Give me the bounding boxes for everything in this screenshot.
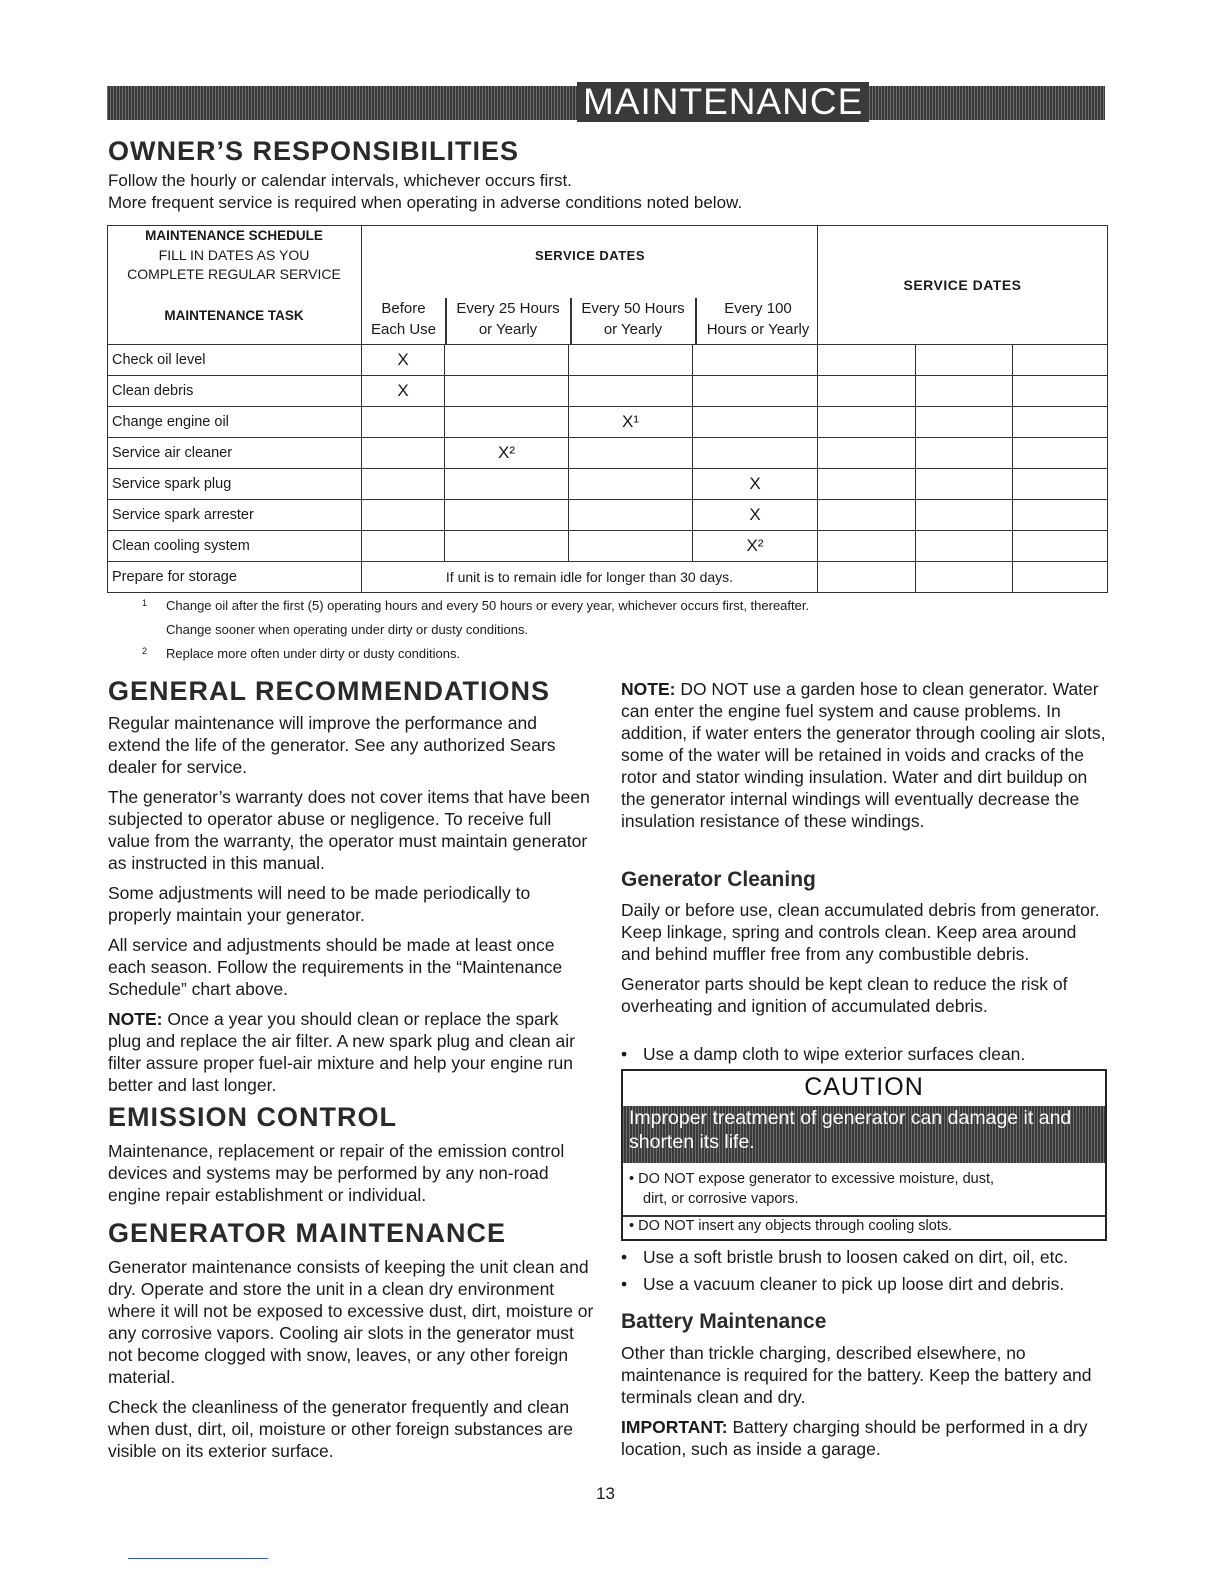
interval-mark <box>362 531 445 562</box>
interval-mark <box>362 438 445 469</box>
footnote-1b: Change sooner when operating under dirty or dusty conditions. <box>166 622 529 637</box>
interval-mark <box>693 407 818 438</box>
note-label: NOTE: <box>108 1009 163 1029</box>
table-row <box>108 407 1108 438</box>
header-task: MAINTENANCE TASK <box>164 308 304 323</box>
interval-label: Every 100 <box>724 300 792 317</box>
table-row <box>108 500 1108 531</box>
task-name: Clean cooling system <box>108 531 362 562</box>
paragraph: Other than trickle charging, described elsewhere, no maintenance is required for the battery. Keep the battery and terminals clean and dry. <box>621 1343 1092 1407</box>
interval-mark <box>569 500 693 531</box>
service-date-cell[interactable] <box>916 376 1013 407</box>
interval-25-hours <box>446 298 570 340</box>
service-date-cell[interactable] <box>916 407 1013 438</box>
battery-heading: Battery Maintenance <box>621 1310 827 1333</box>
interval-mark: X¹ <box>569 407 693 438</box>
interval-mark <box>693 376 818 407</box>
interval-label: Every 50 Hours <box>581 300 685 317</box>
service-date-cell[interactable] <box>818 438 916 469</box>
paragraph: Regular maintenance will improve the performance and extend the life of the generator. See any authorized Sears dealer for service. <box>108 713 556 777</box>
bullet-icon: • <box>621 1274 628 1294</box>
service-date-cell[interactable] <box>916 438 1013 469</box>
paragraph: Generator maintenance consists of keeping the unit clean and dry. Operate and store the unit in a clean dry environment where it will not be exposed to excessive dust, dirt, moisture or any corrosive vapors. Cooling air slots in the generator must not become clogged with snow, leaves, or any other foreign material. <box>108 1257 594 1387</box>
paragraph: Daily or before use, clean accumulated debris from generator. Keep linkage, spring and controls clean. Keep area around and behind muffler free from any combustible debris. <box>621 900 1100 964</box>
service-dates-right-label: SERVICE DATES <box>818 226 1108 345</box>
bullet-icon: • <box>629 1218 635 1234</box>
service-date-cell[interactable] <box>818 469 916 500</box>
service-date-cell[interactable] <box>916 469 1013 500</box>
footnote-marker <box>142 646 147 662</box>
bullet-item <box>621 1044 1025 1065</box>
paragraph: Some adjustments will need to be made periodically to properly maintain your generator. <box>108 883 531 925</box>
maintenance-schedule-table <box>107 225 1108 593</box>
storage-note: If unit is to remain idle for longer than 30 days. <box>362 562 818 593</box>
table-row <box>108 376 1108 407</box>
caution-item <box>623 1169 1105 1209</box>
interval-mark: X² <box>445 438 569 469</box>
table-row <box>108 469 1108 500</box>
cleaning-heading: Generator Cleaning <box>621 868 816 891</box>
note-text: Once a year you should clean or replace the spark plug and replace the air filter. A new spark plug and clean air filter assure proper fuel-air mixture and help your engine run better and last longer. <box>108 1009 575 1095</box>
general-heading: GENERAL RECOMMENDATIONS <box>108 676 551 706</box>
interval-label: or Yearly <box>478 321 538 338</box>
bullet-item <box>621 1274 1064 1295</box>
interval-mark <box>445 469 569 500</box>
header-schedule-title: MAINTENANCE SCHEDULE <box>145 228 323 243</box>
service-date-cell[interactable] <box>818 345 916 376</box>
interval-mark <box>362 500 445 531</box>
generator-maintenance-heading: GENERATOR MAINTENANCE <box>108 1218 507 1248</box>
service-date-cell[interactable] <box>1013 500 1108 531</box>
bullet-icon: • <box>621 1247 628 1267</box>
owners-intro <box>108 170 742 214</box>
bullet-text: Use a vacuum cleaner to pick up loose dirt and debris. <box>643 1274 1065 1294</box>
bullet-item <box>621 1247 1068 1268</box>
service-date-cell[interactable] <box>818 531 916 562</box>
service-date-cell[interactable] <box>818 562 916 593</box>
interval-mark <box>693 345 818 376</box>
caution-box <box>621 1069 1107 1241</box>
interval-mark <box>569 469 693 500</box>
task-name: Clean debris <box>108 376 362 407</box>
general-body <box>108 712 594 1104</box>
caution-warning-line: shorten its life. <box>629 1131 755 1153</box>
footnote-2: Replace more often under dirty or dusty conditions. <box>166 646 461 661</box>
table-row <box>108 438 1108 469</box>
service-date-cell[interactable] <box>916 500 1013 531</box>
footnote-number: 1 <box>142 598 148 608</box>
service-date-cell[interactable] <box>1013 407 1108 438</box>
note-text: DO NOT use a garden hose to clean generator. Water can enter the engine fuel system and cause problems. In addition, if water enters the generator through cooling air slots, some of the water will be retained in voids and cracks of the rotor and stator winding insulation. Water and dirt buildup on the generator internal windings will eventually decrease the insulation resistance of these windings. <box>621 679 1106 831</box>
bullet-text: Use a soft bristle brush to loosen caked on dirt, oil, etc. <box>643 1247 1069 1267</box>
task-name: Change engine oil <box>108 407 362 438</box>
battery-body <box>621 1342 1107 1468</box>
interval-mark <box>445 376 569 407</box>
footnote-marker <box>142 598 147 614</box>
emission-heading: EMISSION CONTROL <box>108 1102 398 1132</box>
interval-label: Each Use <box>370 321 437 338</box>
schedule-header-cell <box>108 226 362 345</box>
interval-100-hours <box>696 298 820 340</box>
task-name: Service spark plug <box>108 469 362 500</box>
paragraph: Check the cleanliness of the generator frequently and clean when dust, dirt, oil, moisture or other foreign substances are visible on its exterior surface. <box>108 1397 573 1461</box>
interval-mark <box>362 469 445 500</box>
table-header-row <box>108 226 1108 345</box>
paragraph: Maintenance, replacement or repair of the emission control devices and systems may be performed by any non-road engine repair establishment or individual. <box>108 1141 565 1205</box>
service-date-cell[interactable] <box>818 376 916 407</box>
page-number: 13 <box>596 1484 615 1503</box>
footnote-1a: Change oil after the first (5) operating hours and every 50 hours or every year, whichever occurs first, thereafter. <box>166 598 810 613</box>
table-row <box>108 531 1108 562</box>
bullet-icon: • <box>629 1171 635 1187</box>
interval-mark <box>569 531 693 562</box>
task-name: Service spark arrester <box>108 500 362 531</box>
footnote-number: 2 <box>142 646 148 656</box>
owners-line-1: Follow the hourly or calendar intervals, whichever occurs first. <box>108 171 572 190</box>
interval-label: Every 25 Hours <box>456 300 560 317</box>
interval-mark <box>445 531 569 562</box>
interval-mark <box>693 438 818 469</box>
service-date-cell[interactable] <box>818 500 916 531</box>
interval-mark: X <box>362 345 445 376</box>
task-name: Check oil level <box>108 345 362 376</box>
interval-label: or Yearly <box>603 321 663 338</box>
service-date-cell[interactable] <box>1013 438 1108 469</box>
interval-label: Hours or Yearly <box>706 321 810 338</box>
hose-note <box>621 678 1107 840</box>
service-dates-label: SERVICE DATES <box>534 248 646 263</box>
bullet-text: Use a damp cloth to wipe exterior surfaces clean. <box>643 1044 1026 1064</box>
interval-mark <box>569 376 693 407</box>
important-paragraph <box>621 1416 1107 1460</box>
interval-mark <box>569 438 693 469</box>
service-date-cell[interactable] <box>1013 469 1108 500</box>
caution-title: CAUTION <box>804 1073 924 1101</box>
caution-item <box>623 1216 1105 1236</box>
service-date-cell[interactable] <box>818 407 916 438</box>
interval-before-each-use <box>362 298 445 340</box>
bullet-icon: • <box>621 1044 628 1064</box>
caution-warning-band <box>623 1106 1105 1163</box>
paragraph: Generator parts should be kept clean to reduce the risk of overheating and ignition of accumulated debris. <box>621 974 1068 1016</box>
banner-title: MAINTENANCE <box>577 82 869 122</box>
service-date-cell[interactable] <box>1013 345 1108 376</box>
interval-mark: X <box>693 500 818 531</box>
note-paragraph <box>108 1008 594 1096</box>
footer-rule <box>128 1558 268 1559</box>
interval-50-hours <box>571 298 695 340</box>
service-date-cell[interactable] <box>1013 531 1108 562</box>
service-date-cell[interactable] <box>916 562 1013 593</box>
important-label: IMPORTANT: <box>621 1417 728 1437</box>
generator-maintenance-body <box>108 1256 594 1470</box>
caution-text-cont: dirt, or corrosive vapors. <box>643 1191 799 1207</box>
service-dates-header <box>362 226 818 345</box>
header-complete: COMPLETE REGULAR SERVICE <box>127 266 341 282</box>
service-date-cell[interactable] <box>1013 376 1108 407</box>
service-date-cell[interactable] <box>916 345 1013 376</box>
important-text: Battery charging should be performed in a dry location, such as inside a garage. <box>621 1417 1088 1459</box>
paragraph: All service and adjustments should be made at least once each season. Follow the requirements in the “Maintenance Schedule” chart above. <box>108 935 563 999</box>
caution-warning-line: Improper treatment of generator can damage it and <box>629 1107 1072 1129</box>
table-row <box>108 345 1108 376</box>
interval-mark: X <box>362 376 445 407</box>
caution-text: DO NOT insert any objects through cooling slots. <box>638 1218 953 1234</box>
task-name: Service air cleaner <box>108 438 362 469</box>
table-row <box>108 562 1108 593</box>
owners-heading: OWNER’S RESPONSIBILITIES <box>108 136 520 166</box>
caution-text: DO NOT expose generator to excessive moisture, dust, <box>638 1171 995 1187</box>
interval-label: Before <box>381 300 426 317</box>
task-name: Prepare for storage <box>108 562 362 593</box>
note-label: NOTE: <box>621 679 676 699</box>
interval-mark: X <box>693 469 818 500</box>
interval-mark <box>445 345 569 376</box>
interval-mark <box>569 345 693 376</box>
interval-mark <box>445 500 569 531</box>
interval-mark <box>362 407 445 438</box>
note-paragraph <box>621 678 1107 832</box>
section-banner <box>107 81 1105 122</box>
interval-mark: X² <box>693 531 818 562</box>
service-date-cell[interactable] <box>916 531 1013 562</box>
owners-line-2: More frequent service is required when operating in adverse conditions noted below. <box>108 193 743 212</box>
interval-mark <box>445 407 569 438</box>
header-fill-in: FILL IN DATES AS YOU <box>158 247 310 263</box>
cleaning-body <box>621 899 1107 1025</box>
emission-body <box>108 1140 594 1214</box>
paragraph: The generator’s warranty does not cover items that have been subjected to operator abuse or negligence. To receive full value from the warranty, the operator must maintain generator as instructed in this manual. <box>108 787 590 873</box>
service-date-cell[interactable] <box>1013 562 1108 593</box>
